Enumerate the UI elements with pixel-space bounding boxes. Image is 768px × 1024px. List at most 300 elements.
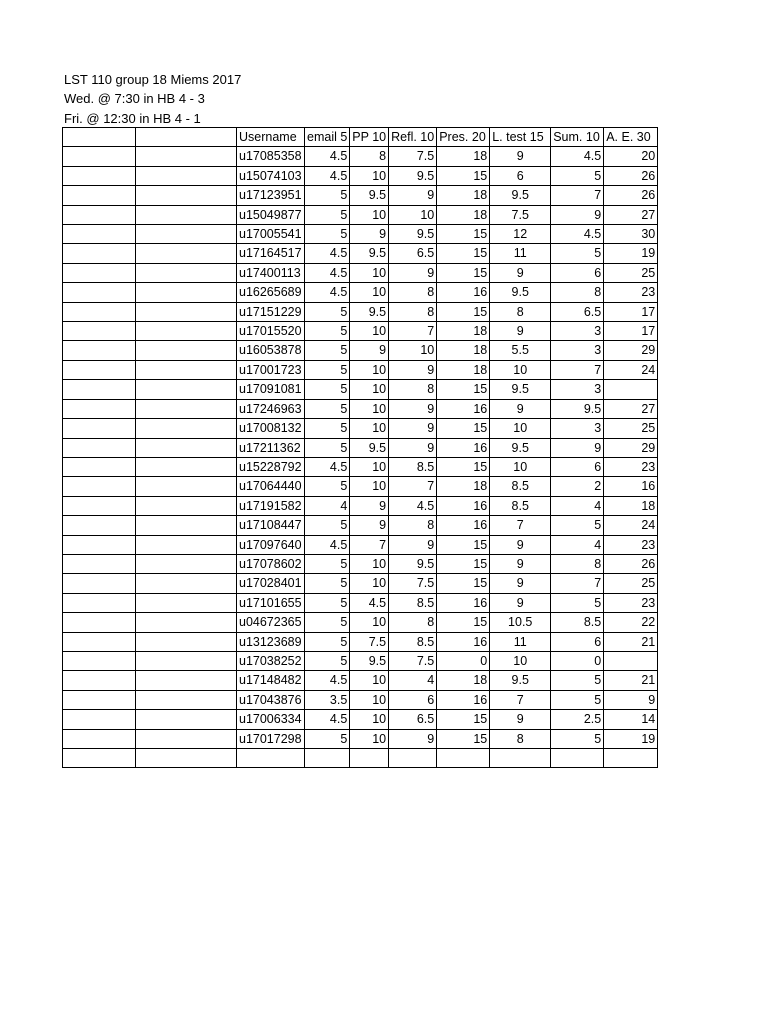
ae-cell[interactable]: 25 — [604, 263, 658, 282]
empty-cell[interactable] — [63, 574, 136, 593]
pres-cell[interactable]: 15 — [437, 302, 490, 321]
pp-cell[interactable]: 10 — [350, 671, 389, 690]
empty-cell[interactable] — [63, 360, 136, 379]
sum-cell[interactable]: 7 — [551, 574, 604, 593]
empty-cell[interactable] — [136, 613, 237, 632]
username-cell[interactable]: u17148482 — [237, 671, 305, 690]
ltest-cell[interactable]: 10 — [490, 360, 551, 379]
username-cell[interactable]: u17191582 — [237, 496, 305, 515]
email-cell[interactable]: 5 — [305, 516, 350, 535]
ltest-cell[interactable]: 8 — [490, 302, 551, 321]
ltest-cell[interactable]: 9 — [490, 535, 551, 554]
column-header-pp[interactable]: PP 10 — [350, 128, 389, 147]
username-cell[interactable]: u17097640 — [237, 535, 305, 554]
pres-cell[interactable]: 15 — [437, 535, 490, 554]
refl-cell[interactable]: 9 — [389, 399, 437, 418]
empty-cell[interactable] — [604, 749, 658, 768]
empty-cell[interactable] — [136, 380, 237, 399]
sum-cell[interactable]: 5 — [551, 690, 604, 709]
sum-cell[interactable]: 5 — [551, 593, 604, 612]
ae-cell[interactable]: 21 — [604, 632, 658, 651]
pres-cell[interactable]: 15 — [437, 380, 490, 399]
sum-cell[interactable]: 8.5 — [551, 613, 604, 632]
pp-cell[interactable]: 10 — [350, 574, 389, 593]
ae-cell[interactable]: 24 — [604, 360, 658, 379]
email-cell[interactable]: 5 — [305, 438, 350, 457]
username-cell[interactable]: u17064440 — [237, 477, 305, 496]
empty-cell[interactable] — [350, 749, 389, 768]
ae-cell[interactable]: 9 — [604, 690, 658, 709]
email-cell[interactable]: 5 — [305, 593, 350, 612]
refl-cell[interactable]: 9 — [389, 419, 437, 438]
ae-cell[interactable]: 14 — [604, 710, 658, 729]
username-cell[interactable]: u17101655 — [237, 593, 305, 612]
pp-cell[interactable]: 10 — [350, 283, 389, 302]
refl-cell[interactable]: 4.5 — [389, 496, 437, 515]
refl-cell[interactable]: 10 — [389, 341, 437, 360]
column-header-email[interactable]: email 5 — [305, 128, 350, 147]
ae-cell[interactable]: 26 — [604, 554, 658, 573]
sum-cell[interactable]: 4.5 — [551, 225, 604, 244]
empty-cell[interactable] — [63, 671, 136, 690]
empty-cell[interactable] — [136, 186, 237, 205]
sum-cell[interactable]: 5 — [551, 166, 604, 185]
column-header-pres[interactable]: Pres. 20 — [437, 128, 490, 147]
email-cell[interactable]: 5 — [305, 360, 350, 379]
sum-cell[interactable]: 6 — [551, 632, 604, 651]
pp-cell[interactable]: 4.5 — [350, 593, 389, 612]
empty-cell[interactable] — [63, 166, 136, 185]
ae-cell[interactable]: 23 — [604, 593, 658, 612]
ae-cell[interactable]: 26 — [604, 166, 658, 185]
pres-cell[interactable]: 16 — [437, 632, 490, 651]
email-cell[interactable]: 5 — [305, 205, 350, 224]
ltest-cell[interactable]: 12 — [490, 225, 551, 244]
email-cell[interactable]: 4.5 — [305, 710, 350, 729]
username-cell[interactable]: u17043876 — [237, 690, 305, 709]
empty-cell[interactable] — [63, 632, 136, 651]
empty-cell[interactable] — [136, 438, 237, 457]
email-cell[interactable]: 5 — [305, 613, 350, 632]
ltest-cell[interactable]: 10.5 — [490, 613, 551, 632]
refl-cell[interactable]: 9 — [389, 360, 437, 379]
refl-cell[interactable]: 7 — [389, 477, 437, 496]
ltest-cell[interactable]: 9.5 — [490, 283, 551, 302]
empty-cell[interactable] — [63, 593, 136, 612]
sum-cell[interactable]: 4 — [551, 535, 604, 554]
pp-cell[interactable]: 9.5 — [350, 186, 389, 205]
pres-cell[interactable]: 18 — [437, 322, 490, 341]
email-cell[interactable]: 4.5 — [305, 457, 350, 476]
refl-cell[interactable]: 8 — [389, 380, 437, 399]
username-cell[interactable]: u17028401 — [237, 574, 305, 593]
refl-cell[interactable]: 4 — [389, 671, 437, 690]
refl-cell[interactable]: 7.5 — [389, 651, 437, 670]
ltest-cell[interactable]: 9.5 — [490, 438, 551, 457]
ltest-cell[interactable]: 9.5 — [490, 671, 551, 690]
email-cell[interactable]: 5 — [305, 554, 350, 573]
pres-cell[interactable]: 15 — [437, 419, 490, 438]
pp-cell[interactable]: 10 — [350, 399, 389, 418]
ltest-cell[interactable]: 9 — [490, 322, 551, 341]
pres-cell[interactable]: 15 — [437, 225, 490, 244]
pp-cell[interactable]: 10 — [350, 477, 389, 496]
empty-cell[interactable] — [63, 535, 136, 554]
username-cell[interactable]: u17006334 — [237, 710, 305, 729]
pp-cell[interactable]: 10 — [350, 710, 389, 729]
refl-cell[interactable]: 8.5 — [389, 593, 437, 612]
empty-cell[interactable] — [63, 263, 136, 282]
sum-cell[interactable]: 5 — [551, 516, 604, 535]
ltest-cell[interactable]: 7.5 — [490, 205, 551, 224]
username-cell[interactable]: u17001723 — [237, 360, 305, 379]
ltest-cell[interactable]: 11 — [490, 244, 551, 263]
username-cell[interactable]: u17091081 — [237, 380, 305, 399]
email-cell[interactable]: 4.5 — [305, 263, 350, 282]
empty-cell[interactable] — [63, 516, 136, 535]
pres-cell[interactable]: 18 — [437, 360, 490, 379]
empty-cell[interactable] — [136, 341, 237, 360]
pp-cell[interactable]: 7 — [350, 535, 389, 554]
empty-cell[interactable] — [136, 593, 237, 612]
refl-cell[interactable]: 9 — [389, 186, 437, 205]
pp-cell[interactable]: 10 — [350, 263, 389, 282]
username-cell[interactable]: u16265689 — [237, 283, 305, 302]
empty-cell[interactable] — [136, 283, 237, 302]
email-cell[interactable]: 5 — [305, 651, 350, 670]
email-cell[interactable]: 4.5 — [305, 671, 350, 690]
pp-cell[interactable]: 10 — [350, 380, 389, 399]
refl-cell[interactable]: 8 — [389, 302, 437, 321]
email-cell[interactable]: 4.5 — [305, 283, 350, 302]
pres-cell[interactable]: 15 — [437, 263, 490, 282]
pres-cell[interactable]: 15 — [437, 710, 490, 729]
empty-cell[interactable] — [136, 729, 237, 748]
sum-cell[interactable]: 2 — [551, 477, 604, 496]
empty-cell[interactable] — [136, 360, 237, 379]
sum-cell[interactable]: 8 — [551, 554, 604, 573]
pres-cell[interactable]: 0 — [437, 651, 490, 670]
empty-cell[interactable] — [490, 749, 551, 768]
email-cell[interactable]: 5 — [305, 729, 350, 748]
pres-cell[interactable]: 16 — [437, 496, 490, 515]
username-cell[interactable]: u16053878 — [237, 341, 305, 360]
pp-cell[interactable]: 10 — [350, 360, 389, 379]
refl-cell[interactable]: 9 — [389, 438, 437, 457]
username-cell[interactable]: u15074103 — [237, 166, 305, 185]
pp-cell[interactable]: 9.5 — [350, 302, 389, 321]
empty-cell[interactable] — [136, 690, 237, 709]
username-cell[interactable]: u15228792 — [237, 457, 305, 476]
ae-cell[interactable]: 16 — [604, 477, 658, 496]
sum-cell[interactable]: 5 — [551, 671, 604, 690]
ae-cell[interactable]: 30 — [604, 225, 658, 244]
email-cell[interactable]: 5 — [305, 399, 350, 418]
pp-cell[interactable]: 9.5 — [350, 438, 389, 457]
pp-cell[interactable]: 9.5 — [350, 244, 389, 263]
pres-cell[interactable]: 16 — [437, 593, 490, 612]
sum-cell[interactable]: 9.5 — [551, 399, 604, 418]
ltest-cell[interactable]: 6 — [490, 166, 551, 185]
email-cell[interactable]: 4 — [305, 496, 350, 515]
username-cell[interactable]: u17108447 — [237, 516, 305, 535]
column-header-ltest[interactable]: L. test 15 — [490, 128, 551, 147]
email-cell[interactable]: 5 — [305, 419, 350, 438]
empty-cell[interactable] — [136, 710, 237, 729]
empty-cell[interactable] — [136, 477, 237, 496]
sum-cell[interactable]: 5 — [551, 729, 604, 748]
pres-cell[interactable]: 15 — [437, 166, 490, 185]
sum-cell[interactable]: 4.5 — [551, 147, 604, 166]
ae-cell[interactable]: 23 — [604, 457, 658, 476]
empty-cell[interactable] — [63, 729, 136, 748]
empty-cell[interactable] — [63, 341, 136, 360]
ltest-cell[interactable]: 7 — [490, 690, 551, 709]
empty-cell[interactable] — [136, 399, 237, 418]
empty-cell[interactable] — [63, 457, 136, 476]
pres-cell[interactable]: 15 — [437, 554, 490, 573]
empty-cell[interactable] — [136, 128, 237, 147]
email-cell[interactable]: 5 — [305, 186, 350, 205]
refl-cell[interactable]: 6.5 — [389, 710, 437, 729]
username-cell[interactable]: u17151229 — [237, 302, 305, 321]
sum-cell[interactable]: 3 — [551, 341, 604, 360]
empty-cell[interactable] — [136, 302, 237, 321]
pres-cell[interactable]: 16 — [437, 399, 490, 418]
ltest-cell[interactable]: 9.5 — [490, 380, 551, 399]
pp-cell[interactable]: 7.5 — [350, 632, 389, 651]
pres-cell[interactable]: 15 — [437, 729, 490, 748]
pres-cell[interactable]: 16 — [437, 690, 490, 709]
refl-cell[interactable]: 8 — [389, 613, 437, 632]
empty-cell[interactable] — [136, 632, 237, 651]
refl-cell[interactable]: 6.5 — [389, 244, 437, 263]
ltest-cell[interactable]: 9 — [490, 399, 551, 418]
empty-cell[interactable] — [136, 205, 237, 224]
empty-cell[interactable] — [136, 516, 237, 535]
ltest-cell[interactable]: 9 — [490, 593, 551, 612]
ae-cell[interactable]: 29 — [604, 341, 658, 360]
sum-cell[interactable]: 3 — [551, 419, 604, 438]
empty-cell[interactable] — [63, 710, 136, 729]
empty-cell[interactable] — [136, 554, 237, 573]
empty-cell[interactable] — [305, 749, 350, 768]
empty-cell[interactable] — [136, 651, 237, 670]
pres-cell[interactable]: 18 — [437, 147, 490, 166]
username-cell[interactable]: u17123951 — [237, 186, 305, 205]
username-cell[interactable]: u17017298 — [237, 729, 305, 748]
empty-cell[interactable] — [63, 749, 136, 768]
email-cell[interactable]: 5 — [305, 302, 350, 321]
refl-cell[interactable]: 6 — [389, 690, 437, 709]
ae-cell[interactable]: 25 — [604, 574, 658, 593]
pp-cell[interactable]: 10 — [350, 613, 389, 632]
sum-cell[interactable]: 2.5 — [551, 710, 604, 729]
ltest-cell[interactable]: 10 — [490, 419, 551, 438]
sum-cell[interactable]: 5 — [551, 244, 604, 263]
empty-cell[interactable] — [63, 244, 136, 263]
refl-cell[interactable]: 8.5 — [389, 632, 437, 651]
pp-cell[interactable]: 9 — [350, 496, 389, 515]
username-cell[interactable]: u17164517 — [237, 244, 305, 263]
empty-cell[interactable] — [63, 128, 136, 147]
ltest-cell[interactable]: 5.5 — [490, 341, 551, 360]
ltest-cell[interactable]: 10 — [490, 651, 551, 670]
empty-cell[interactable] — [136, 244, 237, 263]
empty-cell[interactable] — [136, 749, 237, 768]
empty-cell[interactable] — [136, 457, 237, 476]
email-cell[interactable]: 5 — [305, 225, 350, 244]
empty-cell[interactable] — [63, 613, 136, 632]
empty-cell[interactable] — [136, 671, 237, 690]
refl-cell[interactable]: 9.5 — [389, 166, 437, 185]
ltest-cell[interactable]: 9 — [490, 554, 551, 573]
username-cell[interactable]: u17008132 — [237, 419, 305, 438]
column-header-sum[interactable]: Sum. 10 — [551, 128, 604, 147]
email-cell[interactable]: 4.5 — [305, 166, 350, 185]
refl-cell[interactable]: 7.5 — [389, 147, 437, 166]
ltest-cell[interactable]: 11 — [490, 632, 551, 651]
refl-cell[interactable]: 8.5 — [389, 457, 437, 476]
empty-cell[interactable] — [136, 225, 237, 244]
empty-cell[interactable] — [63, 651, 136, 670]
ae-cell[interactable]: 27 — [604, 205, 658, 224]
ae-cell[interactable]: 23 — [604, 283, 658, 302]
refl-cell[interactable]: 9 — [389, 535, 437, 554]
empty-cell[interactable] — [63, 302, 136, 321]
empty-cell[interactable] — [389, 749, 437, 768]
ae-cell[interactable] — [604, 380, 658, 399]
refl-cell[interactable]: 10 — [389, 205, 437, 224]
pp-cell[interactable]: 10 — [350, 205, 389, 224]
username-cell[interactable]: u15049877 — [237, 205, 305, 224]
ae-cell[interactable]: 19 — [604, 729, 658, 748]
pp-cell[interactable]: 9.5 — [350, 651, 389, 670]
ae-cell[interactable]: 23 — [604, 535, 658, 554]
empty-cell[interactable] — [551, 749, 604, 768]
sum-cell[interactable]: 6 — [551, 263, 604, 282]
pp-cell[interactable]: 10 — [350, 457, 389, 476]
ae-cell[interactable]: 17 — [604, 322, 658, 341]
pres-cell[interactable]: 18 — [437, 671, 490, 690]
ae-cell[interactable]: 24 — [604, 516, 658, 535]
ae-cell[interactable]: 20 — [604, 147, 658, 166]
empty-cell[interactable] — [136, 496, 237, 515]
empty-cell[interactable] — [237, 749, 305, 768]
ae-cell[interactable]: 25 — [604, 419, 658, 438]
email-cell[interactable]: 4.5 — [305, 535, 350, 554]
empty-cell[interactable] — [136, 535, 237, 554]
pres-cell[interactable]: 15 — [437, 613, 490, 632]
empty-cell[interactable] — [63, 380, 136, 399]
empty-cell[interactable] — [63, 322, 136, 341]
empty-cell[interactable] — [63, 225, 136, 244]
refl-cell[interactable]: 9.5 — [389, 554, 437, 573]
ae-cell[interactable]: 22 — [604, 613, 658, 632]
ae-cell[interactable]: 29 — [604, 438, 658, 457]
empty-cell[interactable] — [63, 496, 136, 515]
pp-cell[interactable]: 9 — [350, 341, 389, 360]
sum-cell[interactable]: 3 — [551, 380, 604, 399]
email-cell[interactable]: 5 — [305, 380, 350, 399]
username-cell[interactable]: u17211362 — [237, 438, 305, 457]
sum-cell[interactable]: 6 — [551, 457, 604, 476]
pres-cell[interactable]: 16 — [437, 516, 490, 535]
empty-cell[interactable] — [136, 147, 237, 166]
sum-cell[interactable]: 3 — [551, 322, 604, 341]
empty-cell[interactable] — [63, 186, 136, 205]
ltest-cell[interactable]: 8.5 — [490, 496, 551, 515]
refl-cell[interactable]: 9 — [389, 263, 437, 282]
ltest-cell[interactable]: 8 — [490, 729, 551, 748]
ltest-cell[interactable]: 9 — [490, 710, 551, 729]
pp-cell[interactable]: 10 — [350, 166, 389, 185]
sum-cell[interactable]: 9 — [551, 438, 604, 457]
pp-cell[interactable]: 10 — [350, 322, 389, 341]
refl-cell[interactable]: 7.5 — [389, 574, 437, 593]
pres-cell[interactable]: 15 — [437, 574, 490, 593]
empty-cell[interactable] — [136, 419, 237, 438]
ltest-cell[interactable]: 7 — [490, 516, 551, 535]
column-header-ae[interactable]: A. E. 30 — [604, 128, 658, 147]
ltest-cell[interactable]: 8.5 — [490, 477, 551, 496]
sum-cell[interactable]: 0 — [551, 651, 604, 670]
pp-cell[interactable]: 10 — [350, 554, 389, 573]
empty-cell[interactable] — [63, 205, 136, 224]
empty-cell[interactable] — [63, 283, 136, 302]
pres-cell[interactable]: 16 — [437, 438, 490, 457]
empty-cell[interactable] — [136, 166, 237, 185]
username-cell[interactable]: u04672365 — [237, 613, 305, 632]
ae-cell[interactable]: 21 — [604, 671, 658, 690]
ltest-cell[interactable]: 9.5 — [490, 186, 551, 205]
email-cell[interactable]: 5 — [305, 574, 350, 593]
empty-cell[interactable] — [136, 574, 237, 593]
empty-cell[interactable] — [63, 438, 136, 457]
pp-cell[interactable]: 10 — [350, 419, 389, 438]
empty-cell[interactable] — [437, 749, 490, 768]
pres-cell[interactable]: 16 — [437, 283, 490, 302]
pres-cell[interactable]: 18 — [437, 186, 490, 205]
refl-cell[interactable]: 8 — [389, 283, 437, 302]
email-cell[interactable]: 5 — [305, 632, 350, 651]
email-cell[interactable]: 3.5 — [305, 690, 350, 709]
username-cell[interactable]: u17400113 — [237, 263, 305, 282]
email-cell[interactable]: 4.5 — [305, 147, 350, 166]
empty-cell[interactable] — [63, 399, 136, 418]
username-cell[interactable]: u17015520 — [237, 322, 305, 341]
sum-cell[interactable]: 9 — [551, 205, 604, 224]
sum-cell[interactable]: 7 — [551, 360, 604, 379]
username-cell[interactable]: u17246963 — [237, 399, 305, 418]
username-cell[interactable]: u17005541 — [237, 225, 305, 244]
empty-cell[interactable] — [63, 690, 136, 709]
refl-cell[interactable]: 9.5 — [389, 225, 437, 244]
refl-cell[interactable]: 7 — [389, 322, 437, 341]
username-cell[interactable]: u17085358 — [237, 147, 305, 166]
ltest-cell[interactable]: 9 — [490, 574, 551, 593]
email-cell[interactable]: 4.5 — [305, 244, 350, 263]
empty-cell[interactable] — [63, 477, 136, 496]
empty-cell[interactable] — [63, 147, 136, 166]
pp-cell[interactable]: 10 — [350, 729, 389, 748]
ltest-cell[interactable]: 9 — [490, 147, 551, 166]
sum-cell[interactable]: 8 — [551, 283, 604, 302]
email-cell[interactable]: 5 — [305, 341, 350, 360]
refl-cell[interactable]: 8 — [389, 516, 437, 535]
ltest-cell[interactable]: 10 — [490, 457, 551, 476]
pres-cell[interactable]: 18 — [437, 477, 490, 496]
